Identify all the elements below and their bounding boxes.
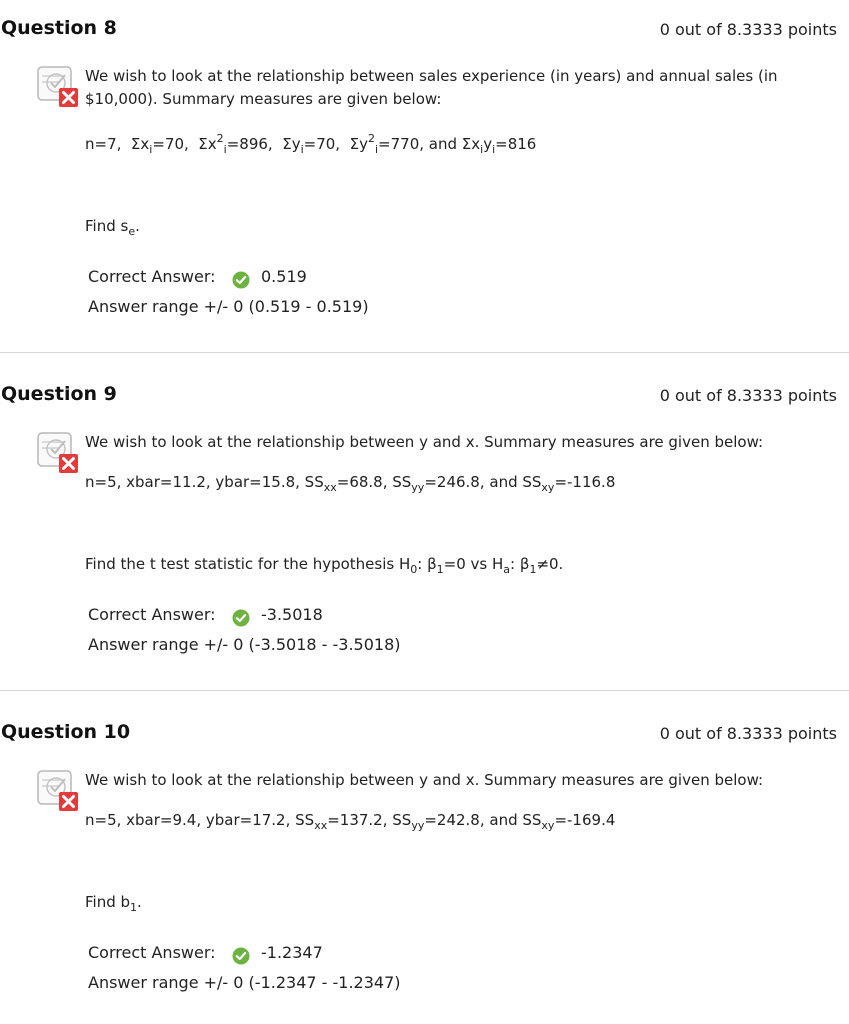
incorrect-answer-icon	[37, 432, 79, 474]
checkmark-circle-icon	[232, 271, 250, 289]
question-points: 0 out of 8.3333 points	[659, 386, 837, 405]
summary-measures: n=7, $\Sigma x_i=70$, $\Sigma x^2_i=896$, $\Sigma y_i=70$, $\Sigma y^2_i=770$, and $\Sigma x_iy_i=816$	[85, 132, 537, 156]
divider	[0, 690, 849, 691]
divider	[0, 352, 849, 353]
correct-answer-value: -1.2347	[261, 943, 323, 962]
summary-measures: n=5, xbar=9.4, ybar=17.2, $SS_{xx}=137.2$, $SS_{yy}=242.8$, and $SS_{xy}=-169.4$	[85, 811, 616, 832]
checkmark-circle-icon	[232, 947, 250, 965]
correct-answer-label: Correct Answer:	[88, 605, 216, 624]
correct-answer-label: Correct Answer:	[88, 943, 216, 962]
question-prompt: Find the t test statistic for the hypothesis $H_0$: $\beta_1=0$ vs $H_a$: $\beta_1\ne 0$.	[85, 555, 564, 576]
question-points: 0 out of 8.3333 points	[659, 724, 837, 743]
answer-range: Answer range +/- 0 (0.519 - 0.519)	[88, 297, 369, 316]
question-text	[85, 65, 805, 111]
question-text-line-1: We wish to look at the relationship between sales experience (in years) and annual sales (in	[85, 67, 778, 85]
correct-answer-value: -3.5018	[261, 605, 323, 624]
incorrect-answer-icon	[37, 770, 79, 812]
answer-range: Answer range +/- 0 (-1.2347 - -1.2347)	[88, 973, 401, 992]
correct-answer-label: Correct Answer:	[88, 267, 216, 286]
checkmark-circle-icon	[232, 609, 250, 627]
question-points: 0 out of 8.3333 points	[659, 20, 837, 39]
question-text: We wish to look at the relationship between y and x. Summary measures are given below:	[85, 771, 764, 789]
question-prompt: Find $b_1$.	[85, 893, 142, 914]
question-title: Question 9	[1, 383, 117, 405]
question-title: Question 10	[1, 721, 131, 743]
incorrect-answer-icon	[37, 66, 79, 108]
question-text: We wish to look at the relationship between y and x. Summary measures are given below:	[85, 433, 764, 451]
question-title: Question 8	[1, 17, 117, 39]
question-text-line-2: $10,000). Summary measures are given below:	[85, 90, 442, 108]
summary-measures: n=5, xbar=11.2, ybar=15.8, $SS_{xx}=68.8$, $SS_{yy}=246.8$, and $SS_{xy}=-116.8$	[85, 473, 616, 494]
correct-answer-value: 0.519	[261, 267, 307, 286]
answer-range: Answer range +/- 0 (-3.5018 - -3.5018)	[88, 635, 401, 654]
question-prompt: Find $s_e$.	[85, 217, 140, 238]
